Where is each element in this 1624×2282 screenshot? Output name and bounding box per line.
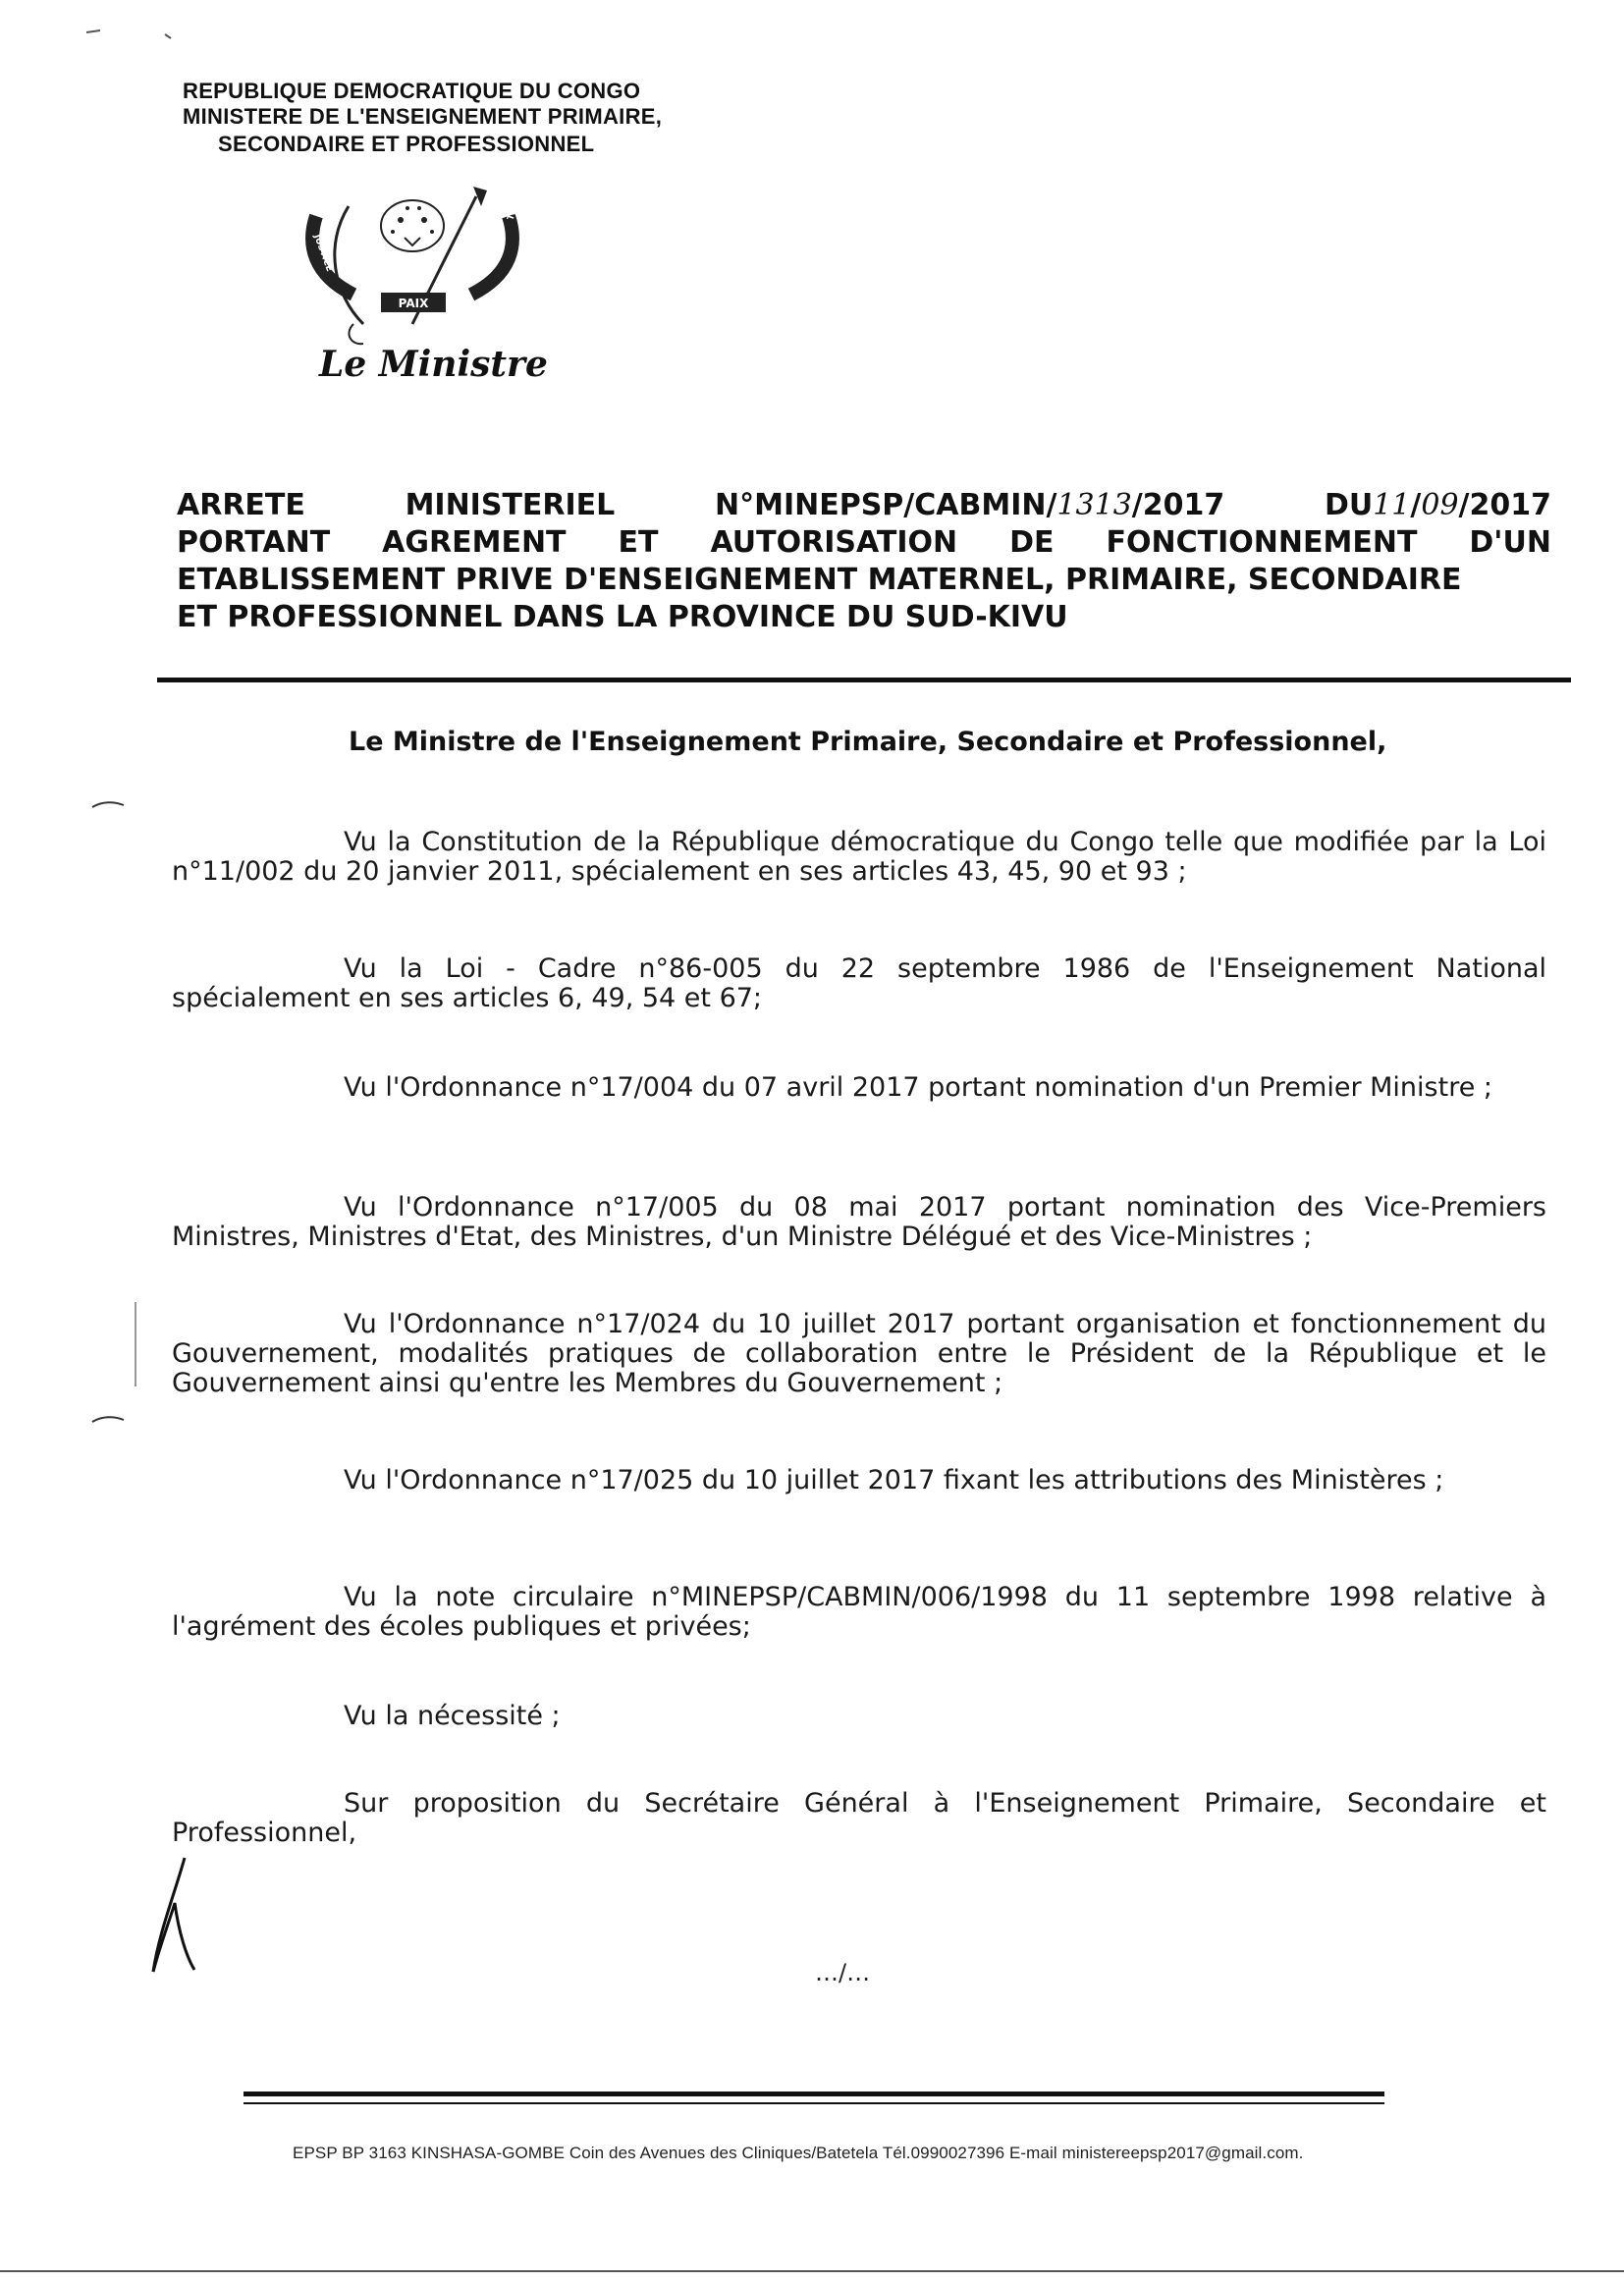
coat-of-arms-emblem (295, 177, 550, 353)
recital-1: Vu la Constitution de la République démocratique du Congo telle que modifiée par la Loi n°11/002 du 20 janvier 2011, spécialement en ses articles 43, 45, 90 et 93 ; (172, 827, 1546, 887)
scan-mark (90, 1412, 130, 1428)
footer-rule-thin (244, 2102, 1384, 2104)
title-line-1 (177, 487, 1551, 524)
title-divider (157, 678, 1571, 682)
title-word: AGREMENT (382, 525, 567, 560)
title-word: PORTANT (177, 525, 331, 560)
issuing-authority: Le Ministre de l'Enseignement Primaire, Secondaire et Professionnel, (349, 727, 1387, 757)
handwritten-month: 09 (1421, 488, 1459, 522)
title-line-4: ET PROFESSIONNEL DANS LA PROVINCE DU SUD-KIVU (177, 600, 1068, 634)
footer-rule-thick (244, 2092, 1384, 2096)
handwritten-number: 1313 (1056, 488, 1132, 522)
scan-mark (90, 797, 130, 813)
header-country: REPUBLIQUE DEMOCRATIQUE DU CONGO (183, 79, 641, 103)
recital-8: Vu la nécessité ; (344, 1701, 561, 1731)
title-word: FONCTIONNEMENT (1106, 525, 1418, 560)
recital-2: Vu la Loi - Cadre n°86-005 du 22 septembre 1986 de l'Enseignement National spécialement en ses articles 6, 49, 54 et 67; (172, 953, 1546, 1013)
scan-mark (132, 1302, 141, 1390)
title-line-2 (177, 524, 1551, 562)
header-ministry-cont: SECONDAIRE ET PROFESSIONNEL (218, 132, 595, 156)
recital-3: Vu l'Ordonnance n°17/004 du 07 avril 2017 portant nomination d'un Premier Ministre ; (344, 1072, 1492, 1103)
recital-7: Vu la note circulaire n°MINEPSP/CABMIN/006/1998 du 11 septembre 1998 relative à l'agrément des écoles publiques et privées; (172, 1582, 1546, 1642)
minister-title: Le Ministre (319, 344, 548, 385)
title-line-3: ETABLISSEMENT PRIVE D'ENSEIGNEMENT MATERNEL, PRIMAIRE, SECONDAIRE (177, 563, 1462, 597)
title-word: AUTORISATION (710, 525, 958, 560)
emblem-motto-right: TRAVAIL (506, 180, 530, 223)
recital-9: Sur proposition du Secrétaire Général à l'Enseignement Primaire, Secondaire et Professionnel, (172, 1788, 1546, 1848)
recital-4: Vu l'Ordonnance n°17/005 du 08 mai 2017 portant nomination des Vice-Premiers Ministres, Ministres d'Etat, des Ministres, d'un Ministre Délégué et des Vice-Ministres ; (172, 1192, 1546, 1252)
recital-5: Vu l'Ordonnance n°17/024 du 10 juillet 2017 portant organisation et fonctionnement du Gouvernement, modalités pratiques de collaboration entre le Président de la République et le Gouvernement ainsi qu'entre les Membres du Gouvernement ; (172, 1309, 1546, 1398)
decree-title (177, 487, 1551, 636)
title-word: DE (1009, 525, 1055, 560)
decree-number: N°MINEPSP/CABMIN/1313/2017 (714, 488, 1225, 522)
decree-date: DU11/09/2017 (1324, 488, 1551, 522)
header-ministry: MINISTERE DE L'ENSEIGNEMENT PRIMAIRE, (183, 104, 663, 129)
emblem-motto-left: JUSTICE (311, 233, 335, 274)
title-word: D'UN (1469, 525, 1551, 560)
footer-address: EPSP BP 3163 KINSHASA-GOMBE Coin des Avenues des Cliniques/Batetela Tél.0990027396 E-mail ministereepsp2017@gmail.com. (293, 2144, 1304, 2162)
title-word: ET (618, 525, 659, 560)
scan-mark (86, 25, 175, 44)
handwritten-day: 11 (1373, 488, 1411, 522)
handwritten-initial-mark (145, 1854, 204, 1977)
scan-edge (0, 2270, 1624, 2272)
title-word: MINISTERIEL (405, 488, 616, 522)
title-word: ARRETE (177, 488, 305, 522)
emblem-motto-center: PAIX (398, 297, 429, 310)
recital-6: Vu l'Ordonnance n°17/025 du 10 juillet 2017 fixant les attributions des Ministères ; (344, 1465, 1444, 1495)
page-continuation: …/… (815, 1959, 871, 1986)
